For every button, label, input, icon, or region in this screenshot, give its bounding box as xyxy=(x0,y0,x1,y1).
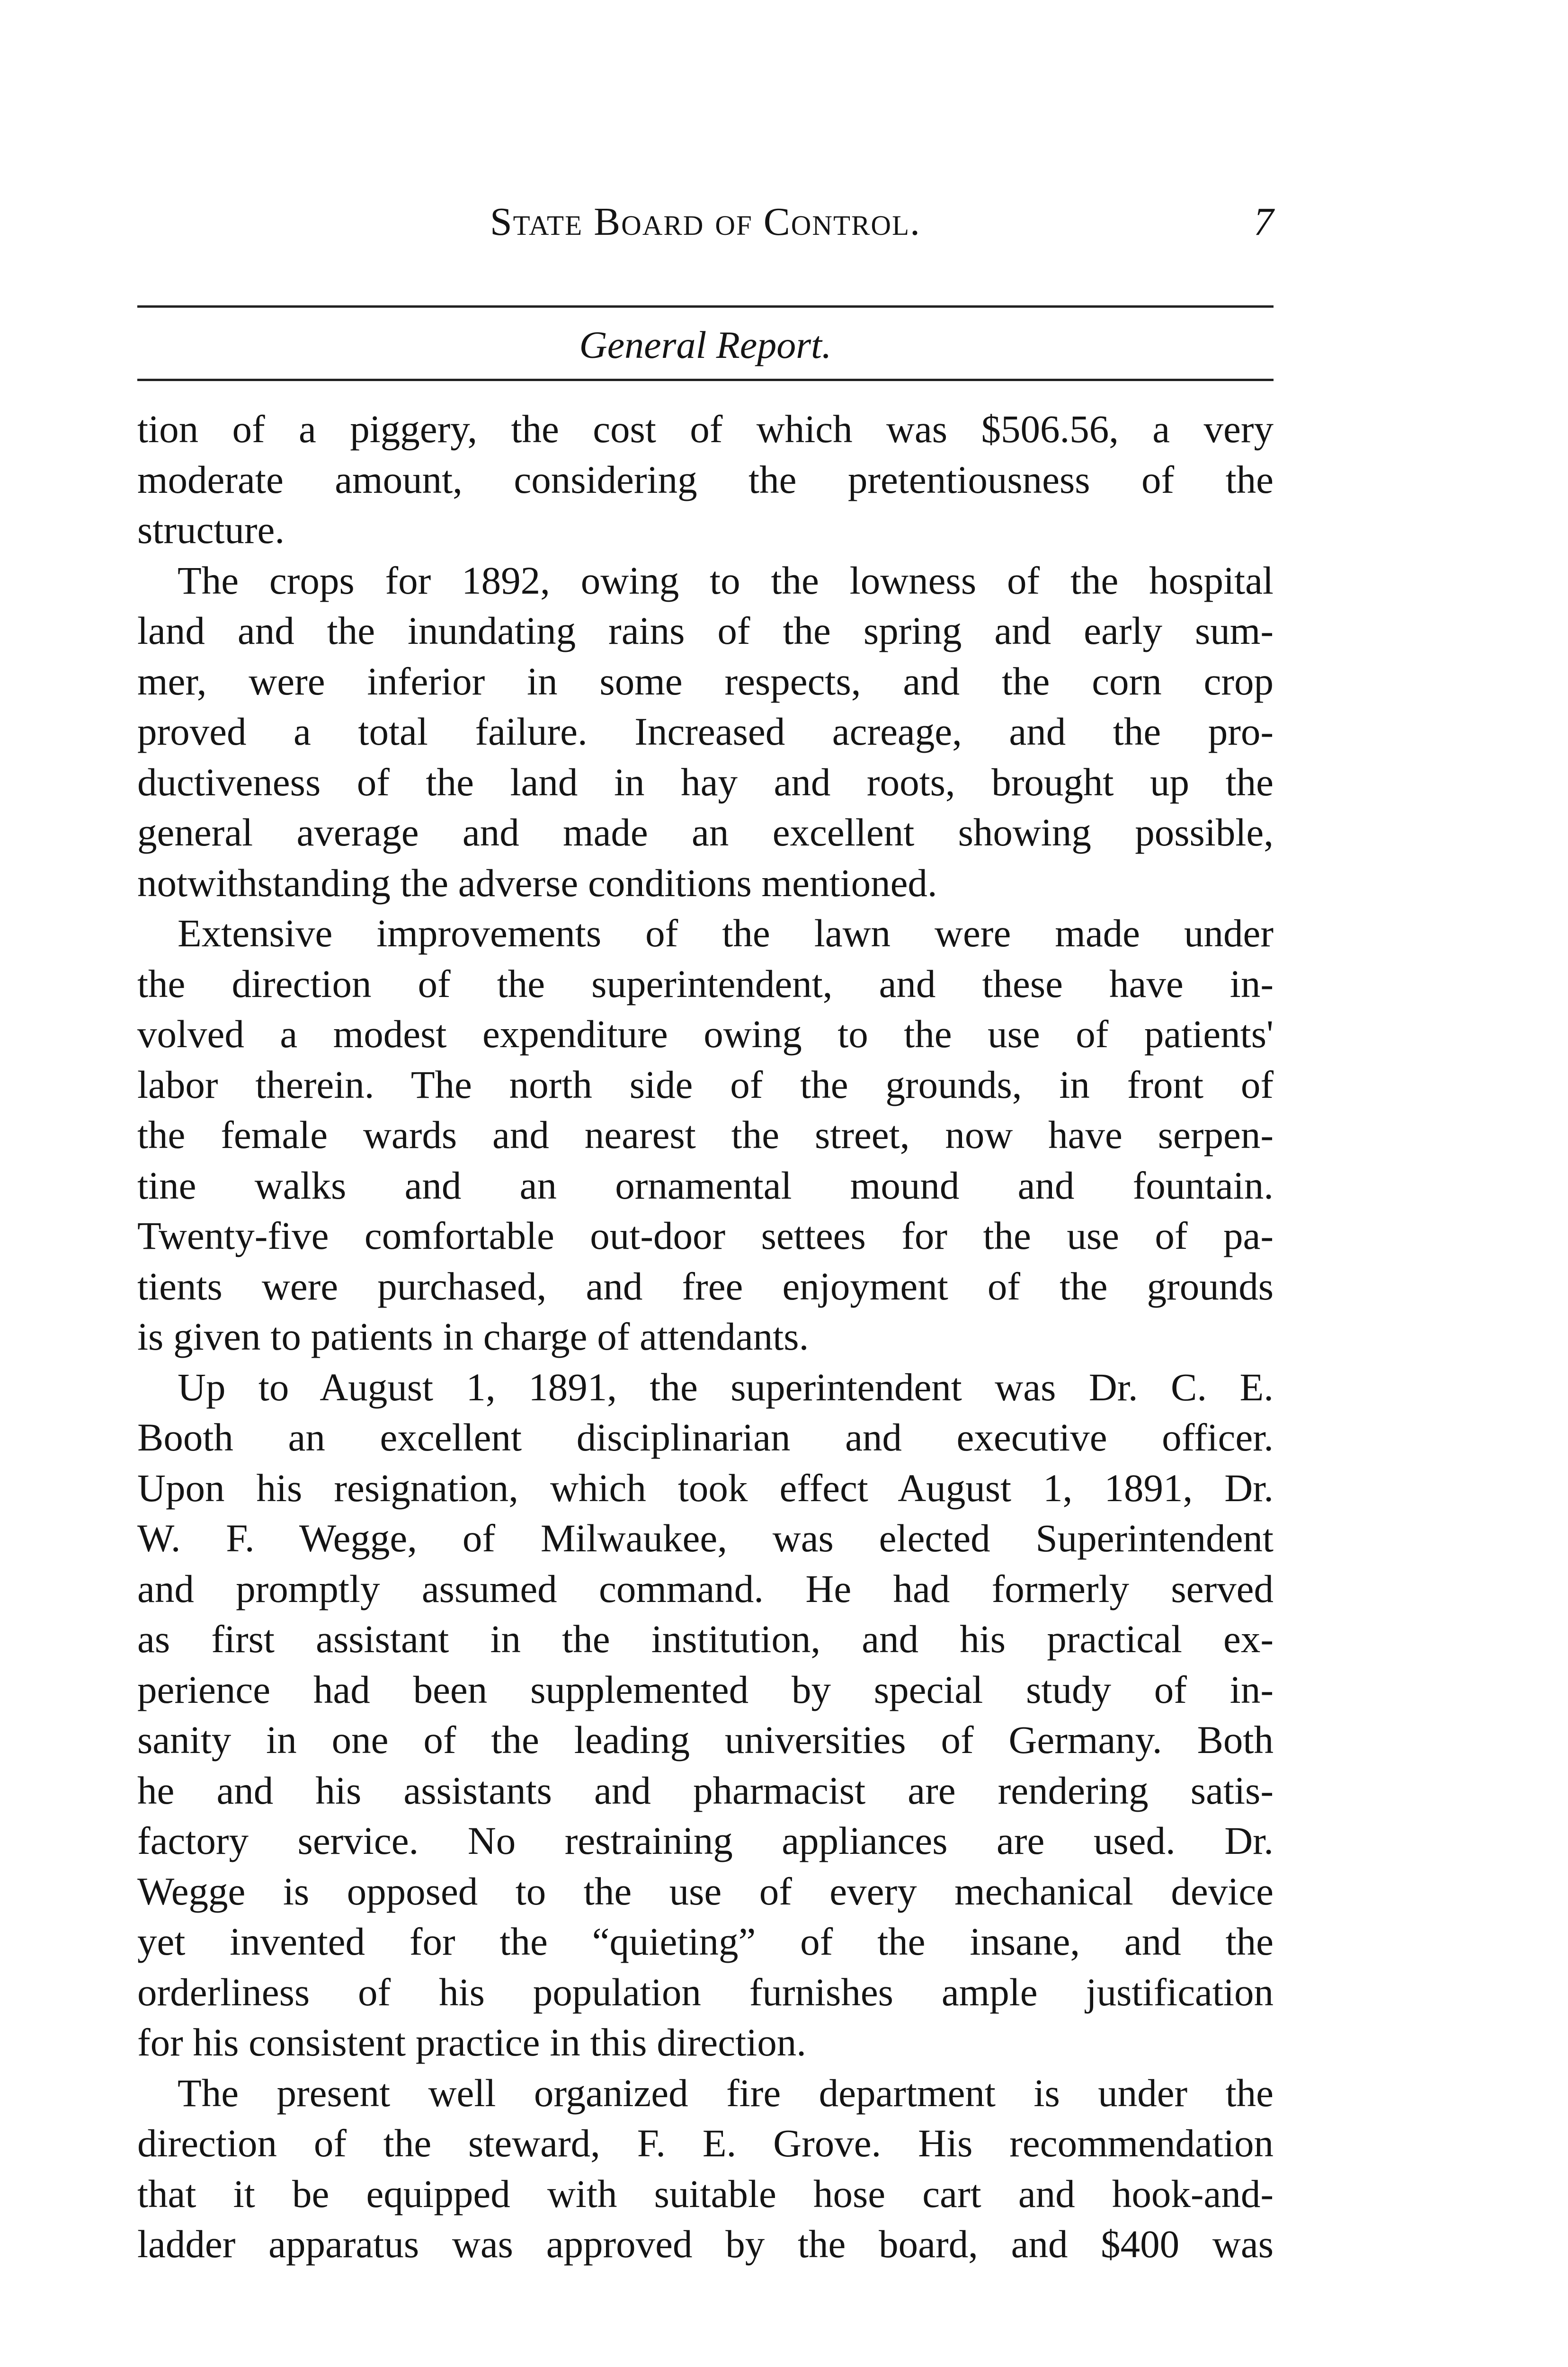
text-line: Up to August 1, 1891, the superintendent was Dr. C. E. xyxy=(178,1365,1274,1409)
text-line: notwithstanding the adverse conditions mentioned. xyxy=(137,861,937,905)
section-title: General Report. xyxy=(579,323,832,366)
text-line: The crops for 1892, owing to the lowness of the hospital xyxy=(178,558,1274,602)
text-line: W. F. Wegge, of Milwaukee, was elected Superintendent xyxy=(137,1516,1274,1560)
running-title: State Board of Control. xyxy=(490,200,921,244)
text-line: orderliness of his population furnishes ample justification xyxy=(137,1970,1274,2014)
text-line: perience had been supplemented by special study of in- xyxy=(137,1667,1274,1711)
text-line: tine walks and an ornamental mound and fountain. xyxy=(137,1163,1274,1207)
text-line: ductiveness of the land in hay and roots, brought up the xyxy=(137,760,1274,804)
text-line: mer, were inferior in some respects, and the corn crop xyxy=(137,659,1274,703)
paragraph xyxy=(137,2068,1274,2269)
paragraph xyxy=(137,555,1274,908)
text-line: as first assistant in the institution, and his practical ex- xyxy=(137,1617,1274,1661)
text-line: general average and made an excellent showing possible, xyxy=(137,810,1274,854)
text-line: yet invented for the “quieting” of the insane, and the xyxy=(137,1920,1274,1963)
running-head xyxy=(137,199,1274,251)
text-line: Twenty-five comfortable out-door settees for the use of pa- xyxy=(137,1214,1274,1257)
text-line: the direction of the superintendent, and these have in- xyxy=(137,961,1274,1006)
header-rule-top xyxy=(137,305,1274,308)
text-line: Extensive improvements of the lawn were made under xyxy=(178,911,1274,955)
text-line: volved a modest expenditure owing to the use of patients' xyxy=(137,1012,1274,1056)
text-line: Upon his resignation, which took effect August 1, 1891, Dr. xyxy=(137,1466,1274,1510)
text-line: labor therein. The north side of the grounds, in front of xyxy=(137,1062,1274,1106)
text-line: he and his assistants and pharmacist are rendering satis- xyxy=(137,1768,1274,1812)
text-line: land and the inundating rains of the spring and early sum- xyxy=(137,609,1274,652)
text-line: for his consistent practice in this direction. xyxy=(137,2020,806,2064)
text-line: The present well organized fire department is under the xyxy=(178,2071,1274,2115)
text-line: is given to patients in charge of attendants. xyxy=(137,1315,809,1358)
text-line: proved a total failure. Increased acreage, and the pro- xyxy=(137,710,1274,753)
body-text xyxy=(137,404,1274,2269)
text-line: Booth an excellent disciplinarian and executive officer. xyxy=(137,1415,1274,1459)
text-line: direction of the steward, F. E. Grove. His recommendation xyxy=(137,2121,1274,2165)
text-line: sanity in one of the leading universities of Germany. Both xyxy=(137,1718,1274,1762)
document-page xyxy=(137,199,1274,2269)
text-line: tients were purchased, and free enjoyment of the grounds xyxy=(137,1264,1274,1308)
text-line: structure. xyxy=(137,508,285,552)
page-number: 7 xyxy=(1254,200,1274,244)
text-line: the female wards and nearest the street, now have serpen- xyxy=(137,1113,1274,1157)
paragraph xyxy=(137,908,1274,1362)
paragraph xyxy=(137,1362,1274,2068)
text-line: Wegge is opposed to the use of every mechanical device xyxy=(137,1869,1274,1913)
header-rule-bottom xyxy=(137,379,1274,381)
paragraph xyxy=(137,404,1274,555)
text-line: ladder apparatus was approved by the board, and $400 was xyxy=(137,2222,1274,2266)
text-line: moderate amount, considering the pretentiousness of the xyxy=(137,457,1274,501)
text-line: and promptly assumed command. He had formerly served xyxy=(137,1566,1274,1611)
text-line: tion of a piggery, the cost of which was $506.56, a very xyxy=(137,407,1274,451)
text-line: factory service. No restraining appliances are used. Dr. xyxy=(137,1819,1274,1862)
text-line: that it be equipped with suitable hose cart and hook-and- xyxy=(137,2171,1274,2216)
